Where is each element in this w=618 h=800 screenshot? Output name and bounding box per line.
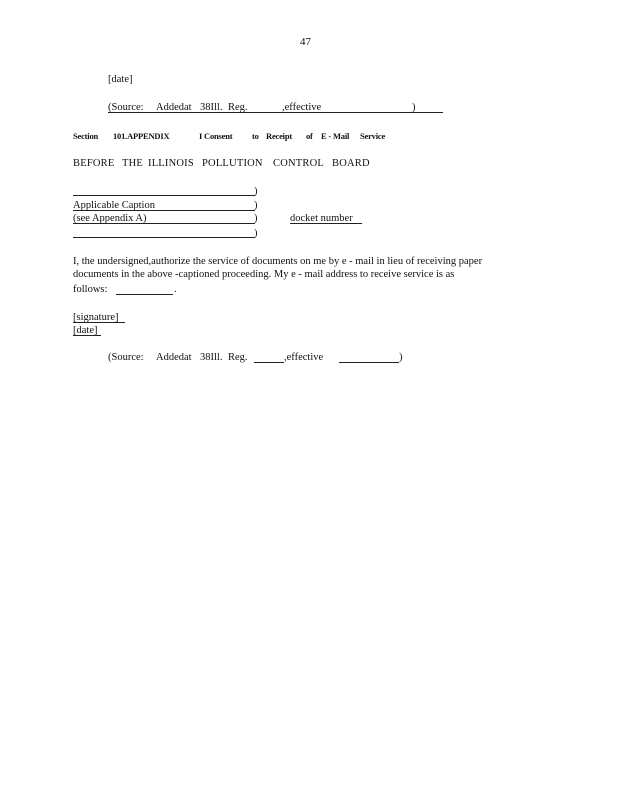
source-reg-label: Reg. bbox=[228, 102, 248, 113]
heading-word-service: Service bbox=[360, 131, 386, 141]
caption-line-2 bbox=[73, 210, 255, 211]
board-word-control: CONTROL bbox=[273, 158, 324, 169]
date-placeholder: [date] bbox=[108, 74, 133, 85]
consent-line-3: follows: bbox=[73, 284, 108, 295]
board-word-before: BEFORE bbox=[73, 158, 115, 169]
caption-line-3 bbox=[73, 223, 255, 224]
date-placeholder-2: [date] bbox=[73, 325, 98, 336]
signature-underline bbox=[73, 322, 125, 323]
consent-line-1: I, the undersigned,authorize the service of documents on me by e - mail in lieu of receiving paper bbox=[73, 256, 483, 267]
source-effective-blank-2 bbox=[339, 362, 399, 363]
source-close-paren-2: ) bbox=[399, 352, 403, 363]
see-appendix: (see Appendix A) bbox=[73, 213, 147, 224]
email-address-blank bbox=[116, 294, 173, 295]
board-word-the: THE bbox=[122, 158, 144, 169]
source-underline bbox=[108, 112, 443, 113]
source-effective-label: ,effective bbox=[282, 102, 322, 113]
source-added-label-2: Addedat bbox=[156, 352, 192, 363]
source-effective-label-2: ,effective bbox=[284, 352, 324, 363]
caption-line-4 bbox=[73, 237, 255, 238]
consent-label: I Consent bbox=[199, 131, 233, 141]
caption-line-1 bbox=[73, 195, 255, 196]
page-number: 47 bbox=[300, 36, 311, 48]
source-reg-label-2: Reg. bbox=[228, 352, 248, 363]
date-underline bbox=[73, 335, 101, 336]
docket-number-underline bbox=[290, 223, 362, 224]
heading-word-of: of bbox=[306, 131, 313, 141]
heading-word-receipt: Receipt bbox=[266, 131, 292, 141]
consent-line-3-period: . bbox=[174, 284, 177, 295]
source-volume: 38Ill. bbox=[200, 102, 223, 113]
docket-number: docket number bbox=[290, 213, 353, 224]
caption-paren-1: ) bbox=[254, 186, 258, 197]
caption-paren-3: ) bbox=[254, 213, 258, 224]
source-volume-2: 38Ill. bbox=[200, 352, 223, 363]
source-close-paren: ) bbox=[412, 102, 416, 113]
applicable-caption: Applicable Caption bbox=[73, 200, 155, 211]
source-added-label: Addedat bbox=[156, 102, 192, 113]
heading-word-email: E - Mail bbox=[321, 131, 350, 141]
consent-line-2: documents in the above -captioned proceeding. My e - mail address to receive service is as bbox=[73, 269, 455, 280]
appendix-label: 101.APPENDIX bbox=[113, 131, 170, 141]
source-label-2: (Source: bbox=[108, 352, 144, 363]
section-label: Section bbox=[73, 131, 99, 141]
board-word-board: BOARD bbox=[332, 158, 370, 169]
caption-paren-4: ) bbox=[254, 228, 258, 239]
heading-word-to: to bbox=[252, 131, 259, 141]
source-reg-blank-2 bbox=[254, 362, 284, 363]
board-word-illinois: ILLINOIS bbox=[148, 158, 194, 169]
source-label: (Source: bbox=[108, 102, 144, 113]
signature-placeholder: [signature] bbox=[73, 312, 119, 323]
board-word-pollution: POLLUTION bbox=[202, 158, 263, 169]
caption-paren-2: ) bbox=[254, 200, 258, 211]
